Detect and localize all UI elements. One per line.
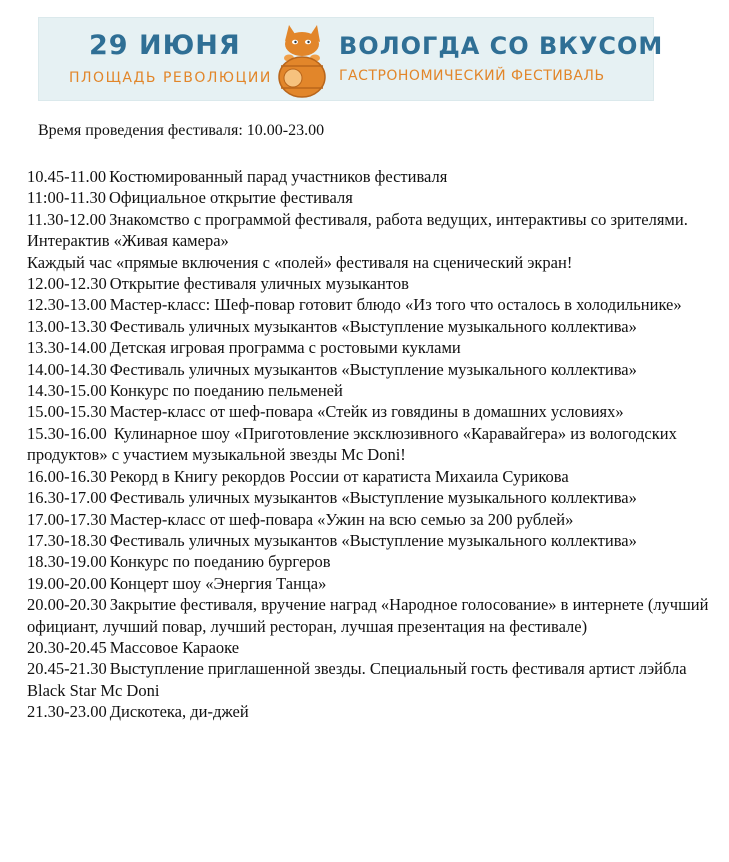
schedule-text: Концерт шоу «Энергия Танца» xyxy=(109,573,327,593)
schedule-item xyxy=(27,359,719,380)
schedule-text: Конкурс по поеданию пельменей xyxy=(109,381,343,401)
schedule-text: Конкурс по поеданию бургеров xyxy=(109,552,331,572)
schedule-text: Выступление приглашенной звезды. Специальный гость фестиваля артист лэйбла Black Star Mc Doni xyxy=(27,659,687,700)
schedule-text: Дискотека, ди-джей xyxy=(109,702,249,722)
schedule-item xyxy=(27,316,719,337)
schedule-time: 19.00-20.00 xyxy=(27,573,107,593)
schedule-time: 15.30-16.00 xyxy=(27,423,107,443)
schedule-time: 13.00-13.30 xyxy=(27,316,107,336)
schedule-item xyxy=(27,401,719,422)
schedule-item xyxy=(27,701,719,722)
schedule-item xyxy=(27,337,719,358)
banner-title: ВОЛОГДА СО ВКУСОМ xyxy=(339,32,664,60)
schedule-item xyxy=(27,466,719,487)
schedule-item xyxy=(27,380,719,401)
schedule-time: 11:00-11.30 xyxy=(27,188,106,208)
schedule-text: Массовое Караоке xyxy=(109,637,240,657)
schedule-item xyxy=(27,187,719,208)
schedule-item xyxy=(27,551,719,572)
banner-date: 29 ИЮНЯ xyxy=(89,30,241,61)
schedule-text: Рекорд в Книгу рекордов России от каратиста Михаила Сурикова xyxy=(109,466,569,486)
schedule-text: Детская игровая программа с ростовыми куклами xyxy=(109,338,461,358)
schedule-text: Официальное открытие фестиваля xyxy=(108,188,353,208)
festival-time: Время проведения фестиваля: 10.00-23.00 xyxy=(38,122,325,139)
schedule-text: Знакомство с программой фестиваля, работа ведущих, интерактивы со зрителями. Интерактив «Живая камера» xyxy=(27,209,688,251)
cat-barrel-mascot-icon xyxy=(263,21,333,99)
schedule-text: Фестиваль уличных музыкантов «Выступление музыкального коллектива» xyxy=(109,316,637,336)
schedule-time: 12.30-13.00 xyxy=(27,295,107,315)
schedule-time: 12.00-12.30 xyxy=(27,274,107,294)
schedule-text: Кулинарное шоу «Приготовление эксклюзивного «Каравайгера» из вологодских продуктов» с участием музыкальной звезды Mc Doni! xyxy=(27,423,677,465)
schedule-time: 16.00-16.30 xyxy=(27,466,107,486)
schedule-item xyxy=(27,573,719,594)
schedule-time: 10.45-11.00 xyxy=(27,167,107,186)
schedule-item xyxy=(27,423,719,466)
schedule-item xyxy=(27,209,719,252)
schedule-time: 14.00-14.30 xyxy=(27,359,107,379)
schedule-time: 11.30-12.00 xyxy=(27,209,107,229)
schedule-text: Открытие фестиваля уличных музыкантов xyxy=(109,274,409,294)
schedule-time: 16.30-17.00 xyxy=(27,488,107,508)
schedule-time: 13.30-14.00 xyxy=(27,338,107,358)
schedule-item xyxy=(27,252,719,273)
schedule-item xyxy=(27,594,719,637)
schedule-text: Закрытие фестиваля, вручение наград «Народное голосование» в интернете (лучший официант, лучший повар, лучший ресторан, лучшая презентация на фестивале) xyxy=(27,595,709,636)
schedule-text: Фестиваль уличных музыкантов «Выступление музыкального коллектива» xyxy=(109,530,637,550)
schedule-item xyxy=(27,487,719,508)
schedule-text: Мастер-класс от шеф-повара «Ужин на всю семью за 200 рублей» xyxy=(109,509,574,529)
festival-banner xyxy=(38,17,664,101)
schedule-text: Костюмированный парад участников фестиваля xyxy=(109,167,448,186)
schedule-time: 17.00-17.30 xyxy=(27,509,107,529)
schedule-time: 14.30-15.00 xyxy=(27,381,107,401)
schedule-item xyxy=(27,530,719,551)
schedule-time: 20.45-21.30 xyxy=(27,659,107,679)
schedule-text: Каждый час «прямые включения с «полей» фестиваля на сценический экран! xyxy=(27,252,573,272)
schedule-item xyxy=(27,658,719,701)
schedule-text: Фестиваль уличных музыкантов «Выступление музыкального коллектива» xyxy=(109,359,637,379)
schedule-time: 20.30-20.45 xyxy=(27,637,107,657)
schedule-item xyxy=(27,294,719,315)
banner-place: ПЛОЩАДЬ РЕВОЛЮЦИИ xyxy=(69,70,272,86)
schedule-item xyxy=(27,509,719,530)
schedule-text: Фестиваль уличных музыкантов «Выступление музыкального коллектива» xyxy=(109,488,637,508)
schedule-time: 15.00-15.30 xyxy=(27,402,107,422)
schedule-item xyxy=(27,637,719,658)
schedule-text: Мастер-класс от шеф-повара «Стейк из говядины в домашних условиях» xyxy=(109,402,624,422)
schedule-item xyxy=(27,166,719,187)
schedule-text: Мастер-класс: Шеф-повар готовит блюдо «Из того что осталось в холодильнике» xyxy=(109,295,682,315)
schedule-time: 20.00-20.30 xyxy=(27,595,107,615)
schedule-list xyxy=(27,166,719,723)
schedule-time: 18.30-19.00 xyxy=(27,552,107,572)
schedule-item xyxy=(27,273,719,294)
schedule-time: 21.30-23.00 xyxy=(27,702,107,722)
schedule-time: 17.30-18.30 xyxy=(27,530,107,550)
banner-subtitle: ГАСТРОНОМИЧЕСКИЙ ФЕСТИВАЛЬ xyxy=(339,68,605,84)
